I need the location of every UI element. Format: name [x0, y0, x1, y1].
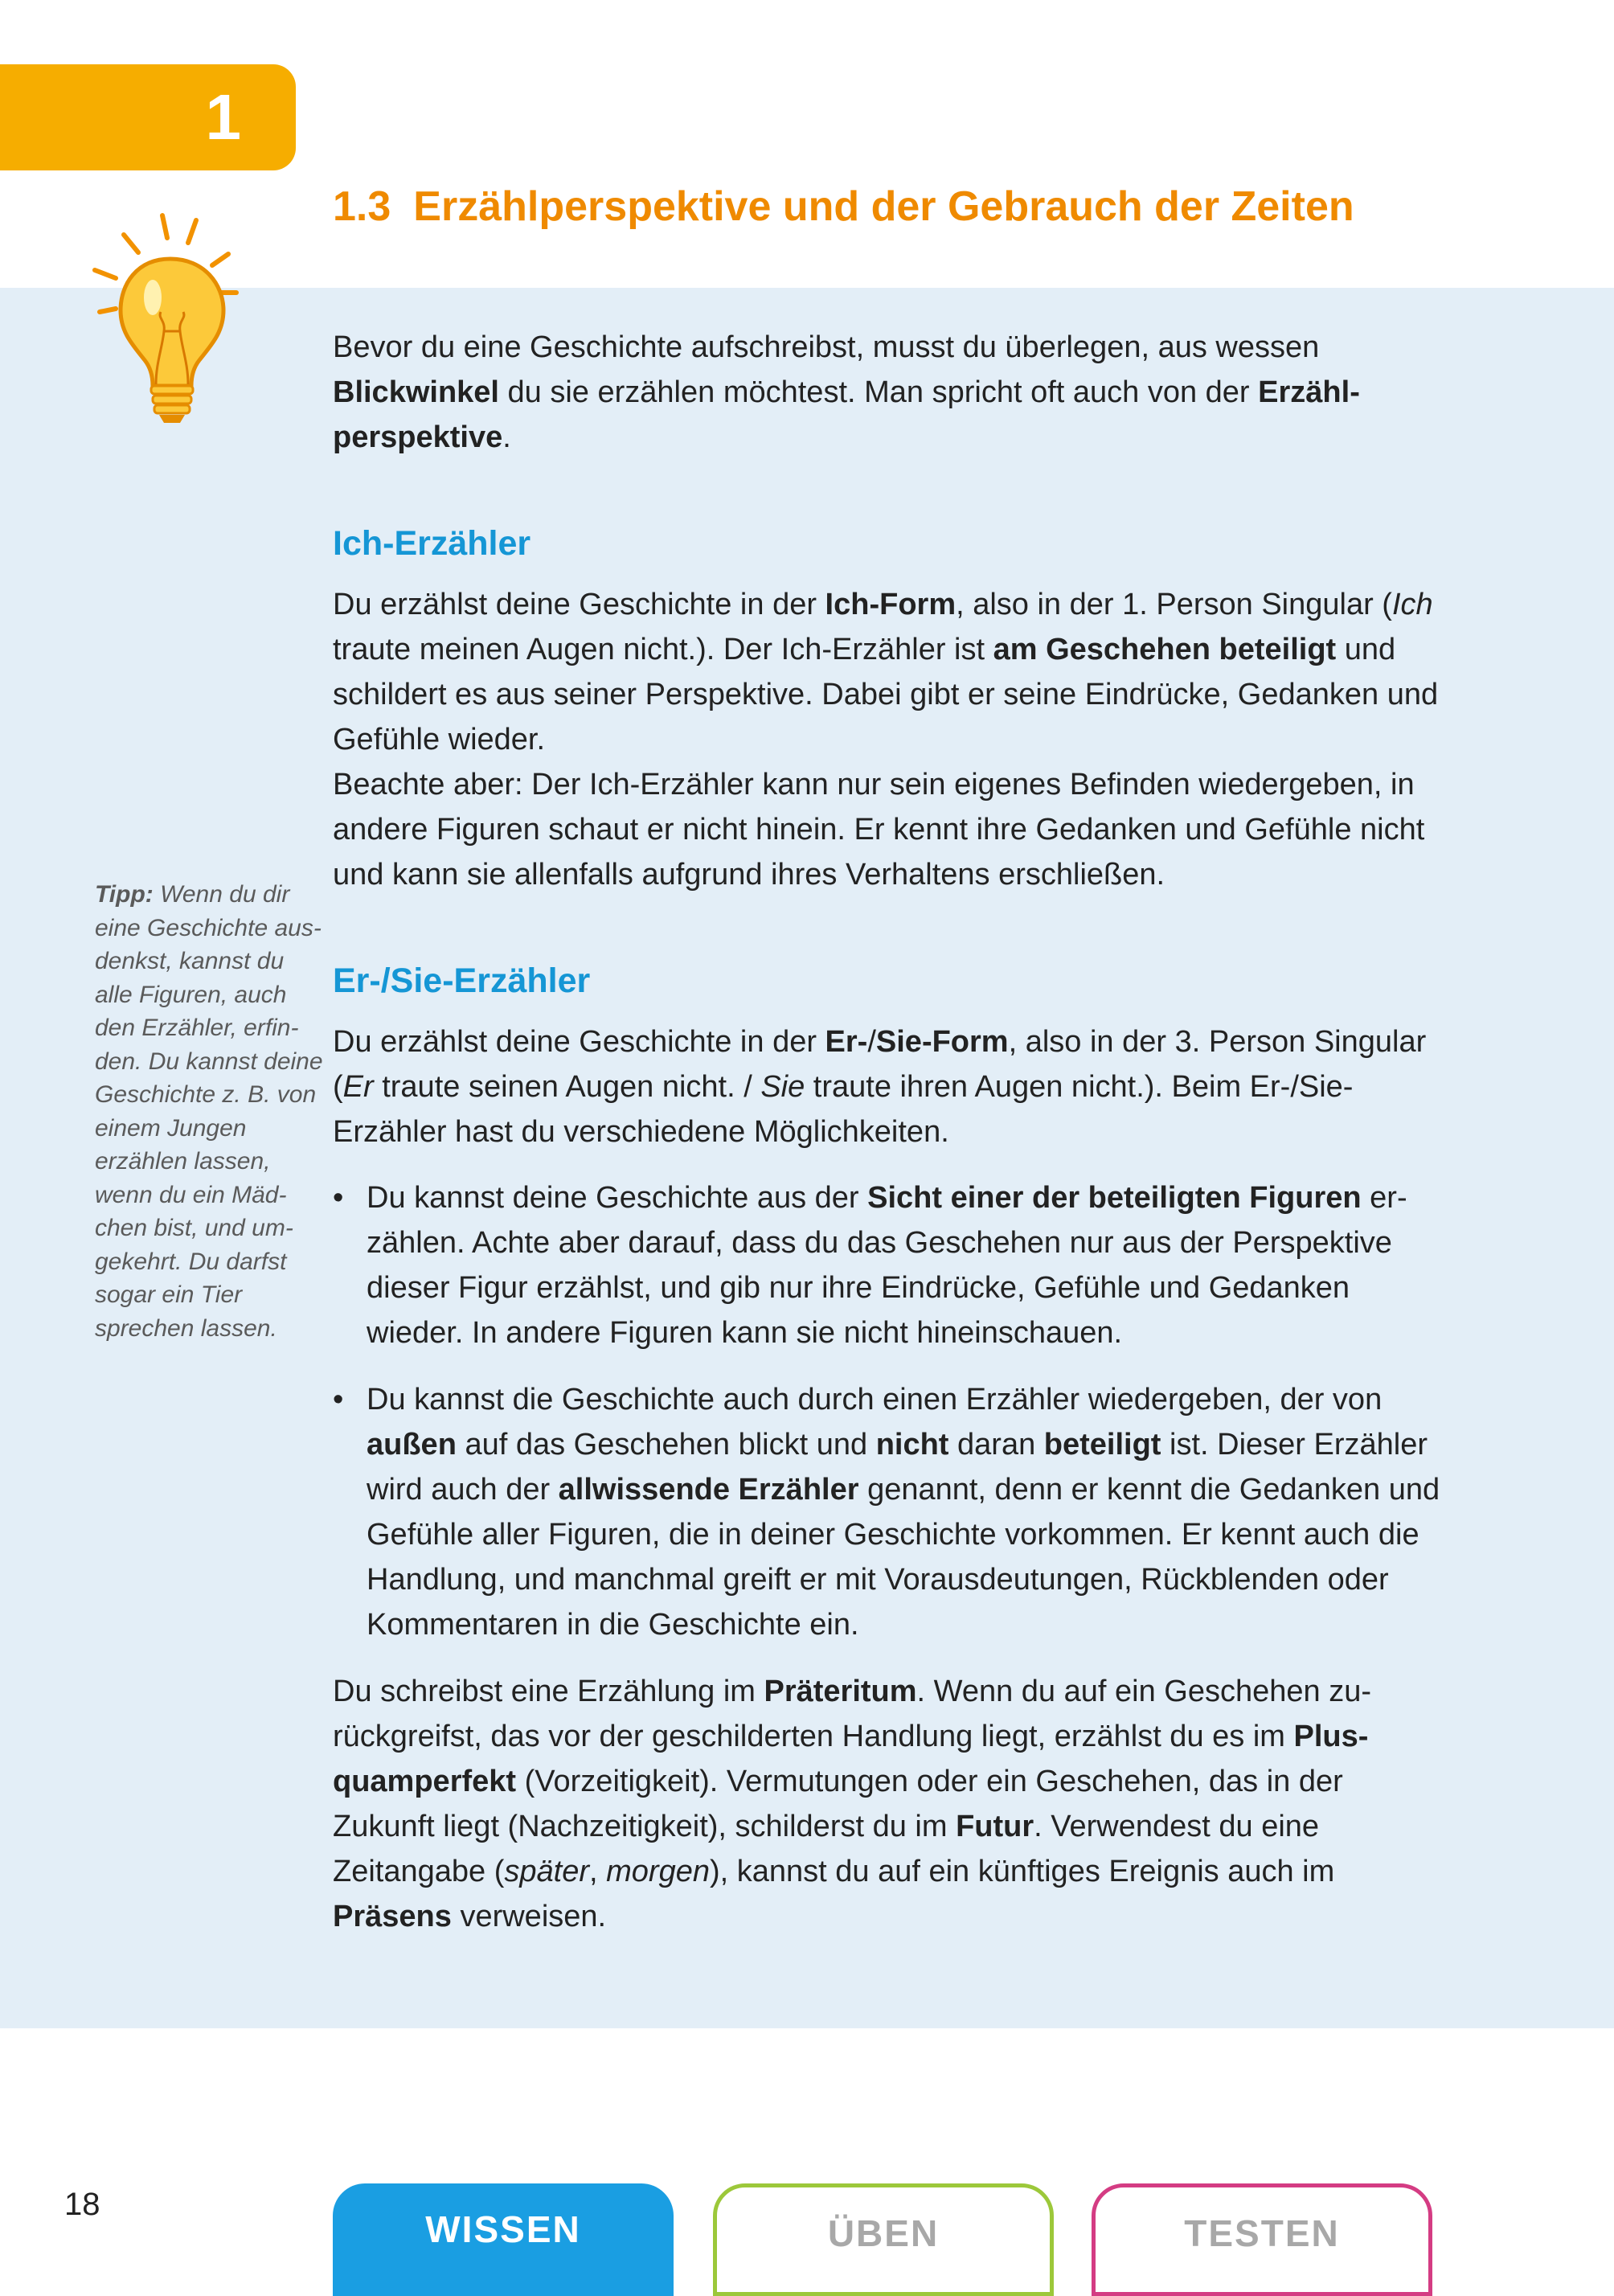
tip-text: Wenn du dir eine Geschichte ausdenkst, kannst du alle Figuren, auch den Erzähler, erfinden. Du kannst deine Geschichte z. B. von einem Jungen erzählen lassen, wenn du ein Mädchen bist, und umgekehrt. Du darfst sogar ein Tier sprechen lassen.: [95, 881, 323, 1342]
bullet-icon: •: [333, 1383, 344, 1417]
tab-testen[interactable]: TESTEN: [1092, 2183, 1432, 2296]
tenses-paragraph: Du schreibst eine Erzählung im Präteritum. Wenn du auf ein Geschehen zurückgreifst, das vor der geschilderten Handlung liegt, erzählst du es im Plusquamperfekt (Vorzeitigkeit). Vermutungen oder ein Geschehen, das in der Zukunft liegt (Nachzeitigkeit), schilderst du im Futur. Verwendest du eine Zeitangabe (später, morgen), kannst du auf ein künftiges Ereignis auch im Präsens verweisen.: [333, 1675, 1371, 1933]
tab-ueben[interactable]: ÜBEN: [713, 2183, 1054, 2296]
list-item: • Du kannst die Geschichte auch durch einen Erzähler wiedergeben, der von außen auf das Geschehen blickt und nicht daran beteiligt ist. Dieser Erzähler wird auch der allwissende Erzähler genannt, denn er kennt die Gedanken und Gefühle aller Figuren, die in deiner Geschichte vorkommen. Er kennt auch die Handlung, und manchmal greift er mit Vorausdeutungen, Rückblenden oder Kommentaren in die Geschichte ein.: [333, 1377, 1442, 1647]
perspective-options-list: [333, 1175, 1442, 1647]
chapter-tab: [0, 64, 296, 170]
list-item: • Du kannst deine Geschichte aus der Sicht einer der beteiligten Figuren erzählen. Achte aber darauf, dass du das Geschehen nur aus der Perspektive dieser Figur erzählst, und gib nur ihre Eindrücke, Gefühle und Gedanken wieder. In andere Figuren kann sie nicht hineinschauen.: [333, 1175, 1442, 1355]
main-content: [333, 325, 1442, 1939]
lightbulb-icon: [87, 203, 256, 436]
chapter-number: 1: [205, 81, 241, 153]
section-title: [333, 178, 1354, 235]
ich-erzaehler-heading: Ich-Erzähler: [333, 524, 531, 563]
tip-label: Tipp:: [95, 881, 154, 908]
intro-paragraph: Bevor du eine Geschichte aufschreibst, musst du überlegen, aus wessen Blickwinkel du sie erzählen möchtest. Man spricht oft auch von der Erzählperspektive.: [333, 330, 1360, 454]
section-title-text: Erzählperspektive und der Gebrauch der Zeiten: [413, 183, 1354, 230]
tab-wissen[interactable]: WISSEN: [333, 2183, 674, 2296]
tip-box: [95, 878, 328, 1345]
er-sie-erzaehler-heading: Er-/Sie-Erzähler: [333, 961, 591, 1000]
bullet-icon: •: [333, 1181, 344, 1215]
er-sie-erzaehler-paragraph: Du erzählst deine Geschichte in der Er-/Sie-Form, also in der 3. Person Singular (Er traute seinen Augen nicht. / Sie traute ihren Augen nicht.). Beim Er-/Sie-Erzähler hast du verschiedene Möglichkeiten.: [333, 1025, 1427, 1149]
ich-erzaehler-note: Beachte aber: Der Ich-Erzähler kann nur sein eigenes Befinden wiedergeben, in andere Figuren schaut er nicht hinein. Er kennt ihre Gedanken und Gefühle nicht und kann sie allenfalls aufgrund ihres Verhaltens erschließen.: [333, 768, 1425, 892]
ich-erzaehler-paragraph: Du erzählst deine Geschichte in der Ich-Form, also in der 1. Person Singular (Ich traute meinen Augen nicht.). Der Ich-Erzähler ist am Geschehen beteiligt und schildert es aus seiner Perspektive. Dabei gibt er seine Eindrücke, Gedanken und Gefühle wieder.: [333, 588, 1439, 756]
section-number: 1.3: [333, 183, 391, 230]
page-number: 18: [64, 2187, 100, 2222]
